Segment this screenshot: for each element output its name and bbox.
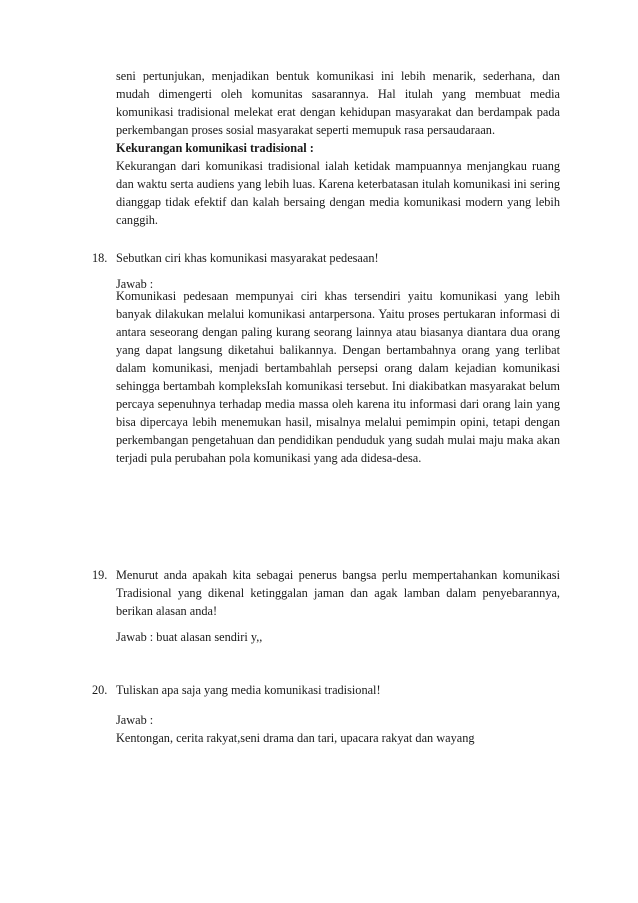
question-number-19: 19. <box>92 568 108 582</box>
question-number-18: 18. <box>92 251 108 265</box>
question-20-text: Tuliskan apa saja yang media komunikasi tradisional! <box>116 683 381 697</box>
answer-label-20: Jawab : <box>116 713 154 727</box>
answer-20-text: Kentongan, cerita rakyat,seni drama dan tari, upacara rakyat dan wayang <box>116 731 475 745</box>
answer-label-18: Jawab : <box>116 277 154 291</box>
question-number-20: 20. <box>92 683 108 697</box>
intro-paragraph-2: Kekurangan dari komunikasi tradisional ialah ketidak mampuannya menjangkau ruang dan waktu serta audiens yang lebih luas. Karena keterbatasan itulah komunikasi ini sering dianggap tidak efektif dan kalah bersaing dengan media komunikasi modern yang lebih canggih. <box>116 159 560 227</box>
intro-section <box>116 67 560 229</box>
answer-18-text: Komunikasi pedesaan mempunyai ciri khas tersendiri yaitu komunikasi yang lebih banyak dilakukan melalui komunikasi antarpersona. Yaitu proses pertukaran informasi di antara seseorang dengan paling kurang seorang lainnya atau biasanya diantara dua orang yang dapat langsung diketahui balikannya. Dengan bertambahnya orang yang terlibat dalam komunikasi, menjadi bertambahlah persepsi orang dalam kejadian komunikasi sehingga bertambah kompleksIah komunikasi tersebut. Ini diakibatkan masyarakat belum percaya sepenuhnya terhadap media massa oleh karena itu informasi dari orang lain yang bisa dipercaya lebih menemukan hasil, misalnya melalui pemimpin opini, tetapi dengan perkembangan pengetahuan dan pendidikan penduduk yang sudah mulai maju maka akan terjadi pula perubahan pola komunikasi yang ada didesa-desa. <box>116 289 560 465</box>
question-19-text: Menurut anda apakah kita sebagai penerus bangsa perlu mempertahankan komunikasi Tradisional yang dikenal ketinggalan jaman dan agak lamban dalam penyebarannya, berikan alasan anda! <box>116 568 560 618</box>
section-heading: Kekurangan komunikasi tradisional : <box>116 141 314 155</box>
question-18-text: Sebutkan ciri khas komunikasi masyarakat pedesaan! <box>116 251 379 265</box>
intro-paragraph-1: seni pertunjukan, menjadikan bentuk komunikasi ini lebih menarik, sederhana, dan mudah dimengerti oleh komunitas sasarannya. Hal itulah yang membuat media komunikasi tradisional melekat erat dengan kehidupan masyarakat dan berdampak pada perkembangan proses sosial masyarakat seperti memupuk rasa persaudaraan. <box>116 69 560 137</box>
answer-label-19: Jawab : buat alasan sendiri y,, <box>116 630 263 644</box>
